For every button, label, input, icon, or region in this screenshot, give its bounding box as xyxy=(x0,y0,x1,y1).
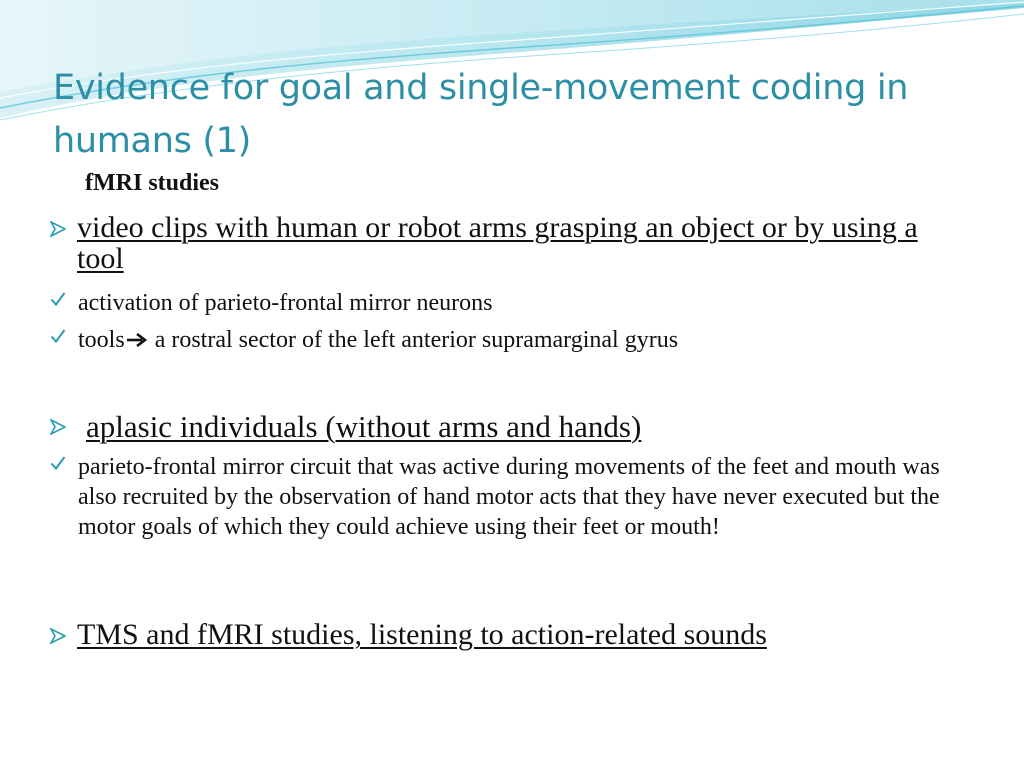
section3-heading: TMS and fMRI studies, listening to action-related sounds xyxy=(77,618,767,651)
checkmark-bullet-icon xyxy=(50,455,66,471)
section2-heading: aplasic individuals (without arms and hands) xyxy=(86,409,642,444)
tools-label: tools xyxy=(78,327,125,353)
arrowhead-bullet-icon xyxy=(50,628,66,644)
arrowhead-bullet-icon xyxy=(50,419,66,435)
tools-description: a rostral sector of the left anterior supramarginal gyrus xyxy=(148,327,679,353)
slide-title: Evidence for goal and single-movement coding in humans (1) xyxy=(53,68,909,161)
arrowhead-bullet-icon xyxy=(50,221,66,237)
section1-heading: video clips with human or robot arms grasping an object or by using a tool xyxy=(77,211,918,275)
checkmark-bullet-icon xyxy=(50,291,66,307)
section2-point-text: parieto-frontal mirror circuit that was active during movements of the feet and mouth was also recruited by the observation of hand motor acts that they have never executed but the motor goals of which they could achieve using their feet or mouth! xyxy=(78,454,940,540)
right-arrow-icon xyxy=(126,326,148,356)
checkmark-bullet-icon xyxy=(50,328,66,344)
subheading: fMRI studies xyxy=(85,170,220,196)
section1-point-text: activation of parieto-frontal mirror neurons xyxy=(78,290,493,316)
